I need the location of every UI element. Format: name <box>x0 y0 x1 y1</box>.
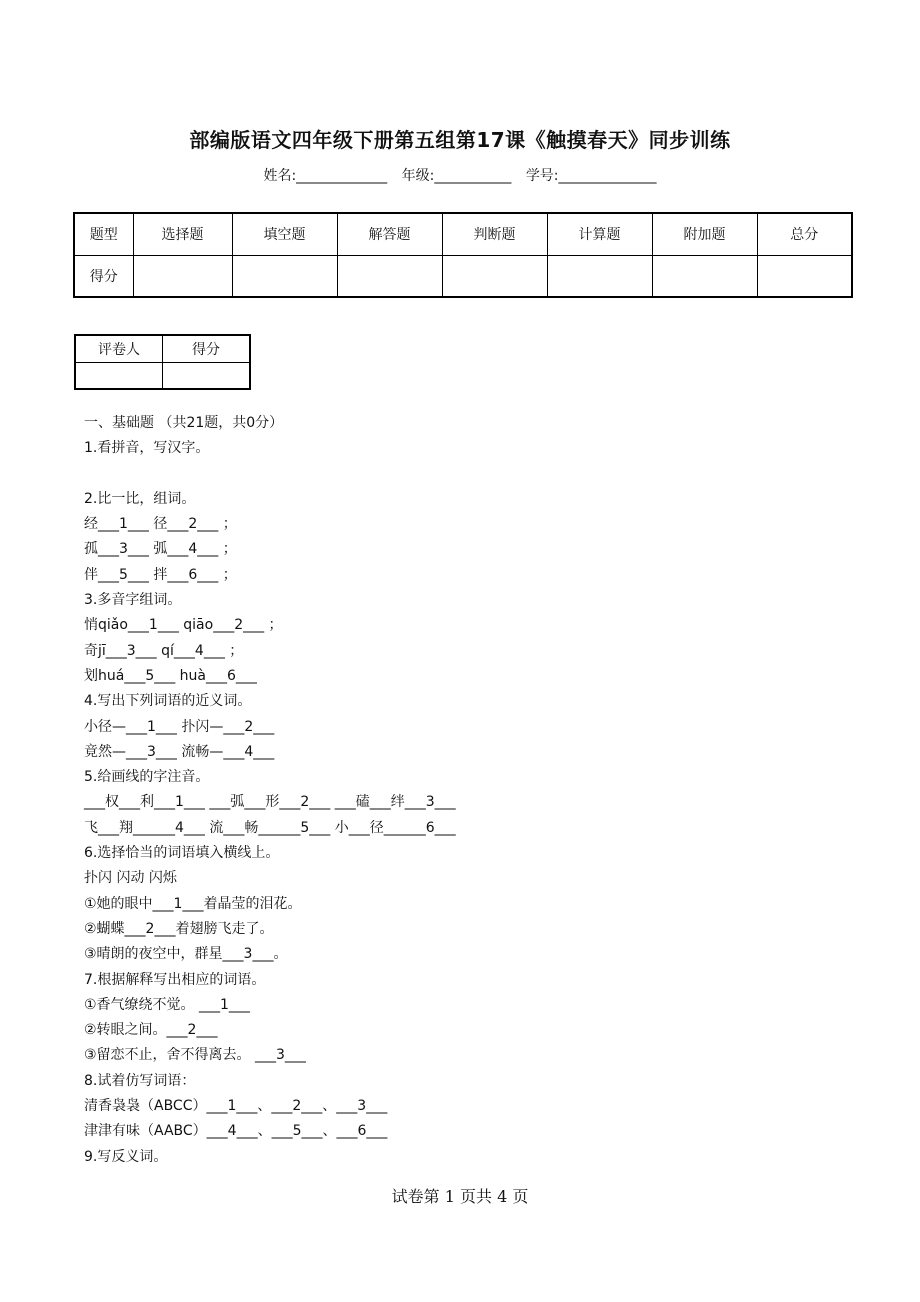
question-line: 3.多音字组词。 <box>84 592 182 609</box>
question-line: ②转眼之间。___2___ <box>84 1022 218 1039</box>
score-header-cell: 总分 <box>757 213 852 255</box>
question-line: 奇jī___3___ qí___4___ ； <box>84 642 244 659</box>
score-header-cell: 判断题 <box>442 213 547 255</box>
question-line <box>84 462 864 487</box>
score-header-cell: 题型 <box>74 213 133 255</box>
question-line: 扑闪 闪动 闪烁 <box>84 870 177 887</box>
question-line: ___权___利___1___ ___弧___形___2___ ___磕___绊___3___ <box>84 794 456 811</box>
question-line: 伴___5___ 拌___6___ ； <box>84 566 237 583</box>
question-line: ①香气缭绕不觉。 ___1___ <box>84 996 250 1013</box>
question-line: 悄qiǎo___1___ qiāo___2___ ； <box>84 617 283 634</box>
question-line: 6.选择恰当的词语填入横线上。 <box>84 845 280 862</box>
question-line: ③留恋不止，舍不得离去。 ___3___ <box>84 1047 306 1064</box>
score-cell[interactable] <box>547 255 652 297</box>
score-table <box>73 212 853 298</box>
score-cell[interactable] <box>133 255 232 297</box>
question-line: 4.写出下列词语的近义词。 <box>84 693 252 710</box>
question-line: 5.给画线的字注音。 <box>84 769 210 786</box>
grader-score-header: 得分 <box>163 335 251 362</box>
grader-table <box>74 334 251 390</box>
score-header-cell: 填空题 <box>232 213 337 255</box>
question-line: 2.比一比，组词。 <box>84 490 196 507</box>
score-cell[interactable] <box>442 255 547 297</box>
student-id-field[interactable]: 学号:______________ <box>525 168 657 184</box>
question-line: ①她的眼中___1___着晶莹的泪花。 <box>84 895 302 912</box>
question-line: 1.看拼音，写汉字。 <box>84 440 210 457</box>
score-table-header-row <box>74 213 852 255</box>
score-cell[interactable] <box>757 255 852 297</box>
grader-score-cell[interactable] <box>163 362 251 389</box>
page-footer: 试卷第 1 页共 4 页 <box>391 1187 529 1206</box>
question-line: 竟然—___3___ 流畅—___4___ <box>84 743 275 760</box>
question-line: 小径—___1___ 扑闪—___2___ <box>84 718 275 735</box>
name-field[interactable]: 姓名:_____________ <box>263 168 388 184</box>
question-line: 划huá___5___ huà___6___ <box>84 667 257 684</box>
question-line: 8.试着仿写词语： <box>84 1072 196 1089</box>
score-header-cell: 解答题 <box>337 213 442 255</box>
student-info <box>0 165 920 185</box>
question-line: 9.写反义词。 <box>84 1148 168 1165</box>
question-line: 经___1___ 径___2___ ； <box>84 516 237 533</box>
question-line: ③晴朗的夜空中，群星___3___。 <box>84 946 288 963</box>
question-line: 飞___翔______4___ 流___畅______5___ 小___径______6___ <box>84 819 456 836</box>
grade-field[interactable]: 年级:___________ <box>401 168 512 184</box>
question-line: 津津有味（AABC）___4___、___5___、___6___ <box>84 1123 388 1140</box>
score-header-cell: 计算题 <box>547 213 652 255</box>
score-cell[interactable] <box>337 255 442 297</box>
question-line: ②蝴蝶___2___着翅膀飞走了。 <box>84 920 274 937</box>
score-header-cell: 附加题 <box>652 213 757 255</box>
score-table-score-row <box>74 255 852 297</box>
score-cell[interactable] <box>652 255 757 297</box>
question-line: 清香袅袅（ABCC）___1___、___2___、___3___ <box>84 1098 388 1115</box>
score-row-label: 得分 <box>74 255 133 297</box>
score-cell[interactable] <box>232 255 337 297</box>
section-heading: 一、基础题 （共21题，共0分） <box>84 415 284 431</box>
grader-cell[interactable] <box>75 362 163 389</box>
page-title: 部编版语文四年级下册第五组第17课《触摸春天》同步训练 <box>189 128 731 152</box>
question-line: 孤___3___ 弧___4___ ； <box>84 541 237 558</box>
grader-header: 评卷人 <box>75 335 163 362</box>
score-header-cell: 选择题 <box>133 213 232 255</box>
question-line: 7.根据解释写出相应的词语。 <box>84 971 266 988</box>
question-content <box>84 411 864 1170</box>
